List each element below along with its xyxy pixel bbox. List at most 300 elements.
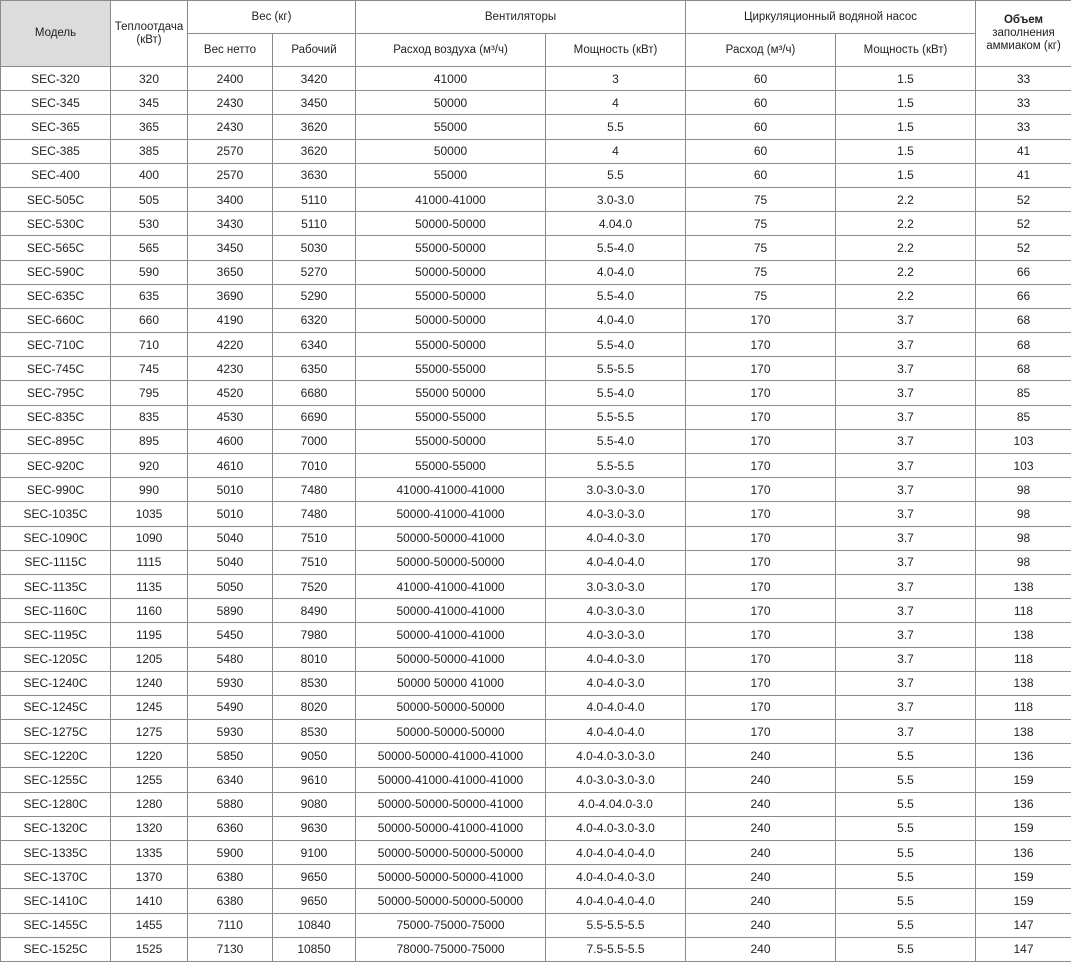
cell-weight-net: 3690 (188, 284, 273, 308)
cell-heat-output: 1115 (111, 550, 188, 574)
cell-weight-working: 8530 (273, 720, 356, 744)
cell-weight-net: 2570 (188, 163, 273, 187)
cell-ammonia-charge: 136 (976, 744, 1071, 768)
header-ammonia-line1: Объем (1004, 14, 1043, 26)
cell-fan-airflow: 50000 (356, 139, 546, 163)
cell-fan-power: 4.0-4.0-3.0 (546, 671, 686, 695)
cell-fan-power: 4.0-3.0-3.0 (546, 599, 686, 623)
cell-fan-power: 4.0-4.0-4.0 (546, 720, 686, 744)
cell-pump-power: 3.7 (836, 720, 976, 744)
cell-pump-flow: 170 (686, 526, 836, 550)
table-row (1, 139, 1071, 163)
table-row (1, 333, 1071, 357)
cell-fan-power: 5.5-4.0 (546, 333, 686, 357)
cell-weight-working: 7010 (273, 454, 356, 478)
cell-heat-output: 1090 (111, 526, 188, 550)
cell-model: SEC-1135C (1, 574, 111, 598)
cell-ammonia-charge: 147 (976, 937, 1071, 961)
cell-fan-airflow: 55000 (356, 163, 546, 187)
cell-model: SEC-1370C (1, 865, 111, 889)
table-row (1, 212, 1071, 236)
cell-fan-power: 4.0-4.0-4.0-3.0 (546, 865, 686, 889)
cell-heat-output: 1455 (111, 913, 188, 937)
cell-pump-power: 3.7 (836, 478, 976, 502)
cell-weight-net: 7110 (188, 913, 273, 937)
cell-fan-power: 4.0-4.0 (546, 260, 686, 284)
cell-ammonia-charge: 41 (976, 139, 1071, 163)
cell-model: SEC-895C (1, 429, 111, 453)
cell-ammonia-charge: 68 (976, 357, 1071, 381)
cell-fan-airflow: 75000-75000-75000 (356, 913, 546, 937)
cell-weight-working: 5110 (273, 187, 356, 211)
cell-ammonia-charge: 33 (976, 91, 1071, 115)
cell-weight-net: 5930 (188, 671, 273, 695)
cell-weight-working: 10850 (273, 937, 356, 961)
cell-pump-flow: 75 (686, 212, 836, 236)
cell-weight-net: 5480 (188, 647, 273, 671)
cell-fan-airflow: 41000-41000 (356, 187, 546, 211)
table-row (1, 454, 1071, 478)
cell-pump-power: 2.2 (836, 212, 976, 236)
cell-pump-flow: 60 (686, 115, 836, 139)
cell-fan-power: 5.5-4.0 (546, 284, 686, 308)
cell-ammonia-charge: 147 (976, 913, 1071, 937)
cell-ammonia-charge: 52 (976, 236, 1071, 260)
cell-fan-power: 4.0-4.0-4.0-4.0 (546, 841, 686, 865)
cell-heat-output: 1410 (111, 889, 188, 913)
cell-model: SEC-1410C (1, 889, 111, 913)
cell-heat-output: 1135 (111, 574, 188, 598)
cell-ammonia-charge: 118 (976, 695, 1071, 719)
cell-pump-flow: 170 (686, 381, 836, 405)
table-row (1, 623, 1071, 647)
cell-fan-airflow: 50000-50000-41000 (356, 526, 546, 550)
header-fan-power: Мощность (кВт) (546, 34, 686, 67)
cell-fan-power: 4.0-4.0-4.0 (546, 695, 686, 719)
cell-fan-airflow: 55000-50000 (356, 236, 546, 260)
cell-ammonia-charge: 103 (976, 429, 1071, 453)
cell-pump-flow: 170 (686, 720, 836, 744)
cell-pump-power: 5.5 (836, 744, 976, 768)
cell-pump-power: 1.5 (836, 91, 976, 115)
cell-heat-output: 1220 (111, 744, 188, 768)
cell-pump-power: 3.7 (836, 623, 976, 647)
table-row (1, 381, 1071, 405)
cell-weight-net: 2430 (188, 115, 273, 139)
cell-pump-flow: 60 (686, 163, 836, 187)
cell-weight-working: 9630 (273, 816, 356, 840)
cell-weight-net: 4530 (188, 405, 273, 429)
cell-heat-output: 745 (111, 357, 188, 381)
table-row (1, 744, 1071, 768)
table-row (1, 236, 1071, 260)
cell-heat-output: 530 (111, 212, 188, 236)
cell-weight-working: 3420 (273, 67, 356, 91)
cell-fan-power: 3.0-3.0 (546, 187, 686, 211)
header-weight-net: Вес нетто (188, 34, 273, 67)
cell-fan-airflow: 50000-41000-41000 (356, 599, 546, 623)
cell-weight-net: 4600 (188, 429, 273, 453)
cell-pump-flow: 240 (686, 913, 836, 937)
cell-model: SEC-1320C (1, 816, 111, 840)
cell-weight-working: 3620 (273, 139, 356, 163)
table-row (1, 841, 1071, 865)
cell-model: SEC-1195C (1, 623, 111, 647)
cell-pump-power: 5.5 (836, 816, 976, 840)
cell-fan-power: 5.5 (546, 163, 686, 187)
cell-ammonia-charge: 136 (976, 841, 1071, 865)
cell-pump-flow: 170 (686, 454, 836, 478)
cell-weight-working: 9100 (273, 841, 356, 865)
cell-pump-flow: 170 (686, 599, 836, 623)
cell-weight-working: 9080 (273, 792, 356, 816)
cell-heat-output: 1275 (111, 720, 188, 744)
cell-fan-airflow: 50000-50000-41000 (356, 647, 546, 671)
table-row (1, 187, 1071, 211)
cell-weight-net: 6340 (188, 768, 273, 792)
cell-fan-airflow: 55000-50000 (356, 429, 546, 453)
cell-weight-net: 5040 (188, 526, 273, 550)
header-heat-unit: (кВт) (136, 34, 161, 46)
cell-pump-power: 3.7 (836, 429, 976, 453)
cell-ammonia-charge: 98 (976, 526, 1071, 550)
cell-weight-working: 7510 (273, 526, 356, 550)
cell-fan-power: 4.0-3.0-3.0 (546, 623, 686, 647)
cell-heat-output: 1335 (111, 841, 188, 865)
cell-ammonia-charge: 98 (976, 550, 1071, 574)
cell-heat-output: 565 (111, 236, 188, 260)
cell-weight-working: 9650 (273, 889, 356, 913)
cell-model: SEC-1280C (1, 792, 111, 816)
cell-fan-power: 5.5 (546, 115, 686, 139)
header-weight-work: Рабочий (273, 34, 356, 67)
cell-weight-net: 5010 (188, 502, 273, 526)
cell-ammonia-charge: 138 (976, 623, 1071, 647)
cell-ammonia-charge: 33 (976, 115, 1071, 139)
cell-pump-flow: 170 (686, 671, 836, 695)
cell-weight-working: 6340 (273, 333, 356, 357)
cell-weight-net: 4230 (188, 357, 273, 381)
cell-weight-working: 3450 (273, 91, 356, 115)
table-row (1, 599, 1071, 623)
cell-pump-power: 5.5 (836, 865, 976, 889)
cell-weight-net: 3450 (188, 236, 273, 260)
cell-heat-output: 1195 (111, 623, 188, 647)
cell-weight-net: 2400 (188, 67, 273, 91)
cell-weight-net: 6380 (188, 865, 273, 889)
cell-fan-power: 5.5-5.5-5.5 (546, 913, 686, 937)
table-row (1, 865, 1071, 889)
cell-fan-power: 4.0-4.0-3.0-3.0 (546, 744, 686, 768)
cell-weight-net: 2570 (188, 139, 273, 163)
cell-pump-flow: 170 (686, 574, 836, 598)
cell-pump-flow: 240 (686, 792, 836, 816)
cell-weight-working: 8530 (273, 671, 356, 695)
cell-fan-power: 4 (546, 91, 686, 115)
cell-model: SEC-1255C (1, 768, 111, 792)
cell-weight-net: 7130 (188, 937, 273, 961)
cell-weight-working: 6680 (273, 381, 356, 405)
cell-model: SEC-1035C (1, 502, 111, 526)
cell-fan-power: 5.5-5.5 (546, 454, 686, 478)
cell-model: SEC-1205C (1, 647, 111, 671)
cell-ammonia-charge: 68 (976, 333, 1071, 357)
cell-pump-power: 3.7 (836, 671, 976, 695)
cell-weight-working: 6320 (273, 308, 356, 332)
cell-weight-working: 5110 (273, 212, 356, 236)
cell-weight-working: 7480 (273, 478, 356, 502)
cell-model: SEC-1455C (1, 913, 111, 937)
cell-fan-airflow: 50000-50000-50000 (356, 720, 546, 744)
cell-weight-working: 7000 (273, 429, 356, 453)
cell-fan-airflow: 55000-55000 (356, 405, 546, 429)
cell-weight-net: 4220 (188, 333, 273, 357)
cell-model: SEC-990C (1, 478, 111, 502)
cell-pump-power: 3.7 (836, 333, 976, 357)
cell-ammonia-charge: 118 (976, 647, 1071, 671)
table-row (1, 526, 1071, 550)
cell-heat-output: 1160 (111, 599, 188, 623)
cell-heat-output: 385 (111, 139, 188, 163)
cell-pump-power: 3.7 (836, 550, 976, 574)
cell-weight-net: 5050 (188, 574, 273, 598)
cell-weight-working: 9050 (273, 744, 356, 768)
cell-fan-airflow: 55000-50000 (356, 284, 546, 308)
cell-fan-power: 4.0-4.0-3.0 (546, 526, 686, 550)
cell-fan-airflow: 50000-50000-50000 (356, 550, 546, 574)
cell-pump-flow: 170 (686, 647, 836, 671)
cell-model: SEC-835C (1, 405, 111, 429)
cell-model: SEC-660C (1, 308, 111, 332)
cell-pump-flow: 240 (686, 744, 836, 768)
table-row (1, 574, 1071, 598)
cell-fan-airflow: 55000-50000 (356, 333, 546, 357)
cell-heat-output: 590 (111, 260, 188, 284)
cell-model: SEC-1335C (1, 841, 111, 865)
cell-ammonia-charge: 138 (976, 720, 1071, 744)
cell-fan-power: 4 (546, 139, 686, 163)
cell-pump-flow: 170 (686, 502, 836, 526)
cell-weight-working: 7980 (273, 623, 356, 647)
header-heat-label: Теплоотдача (115, 21, 184, 33)
cell-pump-power: 3.7 (836, 599, 976, 623)
cell-ammonia-charge: 41 (976, 163, 1071, 187)
cell-ammonia-charge: 52 (976, 212, 1071, 236)
cell-weight-working: 8490 (273, 599, 356, 623)
cell-heat-output: 660 (111, 308, 188, 332)
cell-heat-output: 505 (111, 187, 188, 211)
cell-fan-airflow: 50000-50000-50000-50000 (356, 889, 546, 913)
cell-weight-working: 5270 (273, 260, 356, 284)
table-row (1, 502, 1071, 526)
table-row (1, 695, 1071, 719)
cell-pump-power: 2.2 (836, 284, 976, 308)
cell-ammonia-charge: 52 (976, 187, 1071, 211)
cell-pump-flow: 240 (686, 865, 836, 889)
cell-pump-power: 1.5 (836, 163, 976, 187)
cell-pump-flow: 170 (686, 333, 836, 357)
cell-pump-power: 5.5 (836, 792, 976, 816)
cell-pump-power: 3.7 (836, 526, 976, 550)
cell-fan-power: 4.0-4.0-4.0 (546, 550, 686, 574)
cell-pump-flow: 170 (686, 429, 836, 453)
cell-weight-working: 6690 (273, 405, 356, 429)
cell-fan-airflow: 50000-50000-50000 (356, 695, 546, 719)
cell-model: SEC-795C (1, 381, 111, 405)
cell-weight-net: 5850 (188, 744, 273, 768)
cell-fan-airflow: 50000 (356, 91, 546, 115)
cell-fan-airflow: 55000 (356, 115, 546, 139)
cell-pump-flow: 75 (686, 284, 836, 308)
cell-weight-net: 4520 (188, 381, 273, 405)
cell-fan-airflow: 50000-41000-41000 (356, 623, 546, 647)
cell-fan-airflow: 50000-50000-50000-41000 (356, 792, 546, 816)
cell-model: SEC-1245C (1, 695, 111, 719)
cell-pump-power: 2.2 (836, 236, 976, 260)
cell-pump-flow: 75 (686, 236, 836, 260)
cell-heat-output: 710 (111, 333, 188, 357)
cell-fan-power: 3.0-3.0-3.0 (546, 478, 686, 502)
cell-pump-flow: 170 (686, 405, 836, 429)
cell-model: SEC-1220C (1, 744, 111, 768)
cell-pump-power: 1.5 (836, 115, 976, 139)
cell-heat-output: 1205 (111, 647, 188, 671)
table-row (1, 260, 1071, 284)
cell-weight-working: 3620 (273, 115, 356, 139)
table-row (1, 937, 1071, 961)
cell-heat-output: 320 (111, 67, 188, 91)
cell-model: SEC-1090C (1, 526, 111, 550)
cell-weight-working: 5290 (273, 284, 356, 308)
cell-model: SEC-345 (1, 91, 111, 115)
cell-fan-airflow: 41000 (356, 67, 546, 91)
cell-ammonia-charge: 98 (976, 478, 1071, 502)
cell-weight-net: 5890 (188, 599, 273, 623)
cell-weight-net: 4190 (188, 308, 273, 332)
cell-weight-working: 9650 (273, 865, 356, 889)
cell-weight-working: 3630 (273, 163, 356, 187)
table-row (1, 357, 1071, 381)
header-fan-air: Расход воздуха (м³/ч) (356, 34, 546, 67)
cell-ammonia-charge: 66 (976, 284, 1071, 308)
table-row (1, 647, 1071, 671)
header-weight: Вес (кг) (188, 1, 356, 34)
cell-weight-net: 5900 (188, 841, 273, 865)
header-fans: Вентиляторы (356, 1, 686, 34)
cell-model: SEC-530C (1, 212, 111, 236)
cell-fan-power: 4.04.0 (546, 212, 686, 236)
cell-pump-power: 5.5 (836, 913, 976, 937)
cell-ammonia-charge: 159 (976, 768, 1071, 792)
cell-weight-net: 5490 (188, 695, 273, 719)
cell-pump-flow: 170 (686, 357, 836, 381)
cell-fan-power: 5.5-4.0 (546, 429, 686, 453)
cell-heat-output: 990 (111, 478, 188, 502)
table-row (1, 405, 1071, 429)
cell-fan-airflow: 41000-41000-41000 (356, 478, 546, 502)
header-pump-flow: Расход (м³/ч) (686, 34, 836, 67)
cell-fan-power: 3.0-3.0-3.0 (546, 574, 686, 598)
cell-pump-power: 2.2 (836, 187, 976, 211)
cell-model: SEC-745C (1, 357, 111, 381)
cell-fan-airflow: 41000-41000-41000 (356, 574, 546, 598)
cell-weight-net: 3430 (188, 212, 273, 236)
cell-heat-output: 1370 (111, 865, 188, 889)
table-row (1, 115, 1071, 139)
cell-ammonia-charge: 103 (976, 454, 1071, 478)
cell-fan-airflow: 50000 50000 41000 (356, 671, 546, 695)
cell-fan-power: 5.5-4.0 (546, 236, 686, 260)
cell-heat-output: 345 (111, 91, 188, 115)
cell-pump-flow: 170 (686, 623, 836, 647)
cell-pump-power: 3.7 (836, 454, 976, 478)
cell-ammonia-charge: 66 (976, 260, 1071, 284)
cell-model: SEC-385 (1, 139, 111, 163)
table-row (1, 792, 1071, 816)
table-row (1, 284, 1071, 308)
cell-fan-airflow: 50000-41000-41000 (356, 502, 546, 526)
cell-fan-airflow: 50000-50000 (356, 260, 546, 284)
cell-weight-net: 6380 (188, 889, 273, 913)
cell-weight-net: 5880 (188, 792, 273, 816)
cell-fan-airflow: 50000-50000-41000-41000 (356, 816, 546, 840)
table-row (1, 308, 1071, 332)
cell-pump-power: 5.5 (836, 768, 976, 792)
cell-weight-net: 5040 (188, 550, 273, 574)
cell-ammonia-charge: 159 (976, 865, 1071, 889)
cell-fan-power: 4.0-4.0-3.0 (546, 647, 686, 671)
table-row (1, 163, 1071, 187)
cell-model: SEC-710C (1, 333, 111, 357)
cell-ammonia-charge: 85 (976, 381, 1071, 405)
cell-model: SEC-565C (1, 236, 111, 260)
cell-weight-working: 7510 (273, 550, 356, 574)
cell-weight-working: 6350 (273, 357, 356, 381)
table-row (1, 429, 1071, 453)
cell-weight-working: 8020 (273, 695, 356, 719)
cell-heat-output: 365 (111, 115, 188, 139)
header-pump-power: Мощность (кВт) (836, 34, 976, 67)
cell-model: SEC-1525C (1, 937, 111, 961)
cell-heat-output: 635 (111, 284, 188, 308)
cell-weight-net: 5450 (188, 623, 273, 647)
cell-pump-power: 3.7 (836, 502, 976, 526)
cell-fan-power: 4.0-4.04.0-3.0 (546, 792, 686, 816)
cell-weight-net: 3650 (188, 260, 273, 284)
cell-fan-airflow: 50000-41000-41000-41000 (356, 768, 546, 792)
cell-weight-working: 9610 (273, 768, 356, 792)
cell-model: SEC-1115C (1, 550, 111, 574)
cell-fan-power: 5.5-5.5 (546, 405, 686, 429)
cell-pump-flow: 170 (686, 308, 836, 332)
cell-ammonia-charge: 98 (976, 502, 1071, 526)
cell-ammonia-charge: 118 (976, 599, 1071, 623)
cell-heat-output: 835 (111, 405, 188, 429)
cell-ammonia-charge: 85 (976, 405, 1071, 429)
cell-heat-output: 1525 (111, 937, 188, 961)
cell-fan-power: 3 (546, 67, 686, 91)
cell-weight-working: 7520 (273, 574, 356, 598)
cell-weight-net: 5010 (188, 478, 273, 502)
header-ammonia-line3: аммиаком (кг) (986, 40, 1061, 52)
cell-pump-flow: 75 (686, 260, 836, 284)
table-row (1, 720, 1071, 744)
table-row (1, 91, 1071, 115)
cell-model: SEC-1160C (1, 599, 111, 623)
header-heat (111, 1, 188, 67)
cell-pump-power: 5.5 (836, 937, 976, 961)
cell-pump-flow: 240 (686, 937, 836, 961)
